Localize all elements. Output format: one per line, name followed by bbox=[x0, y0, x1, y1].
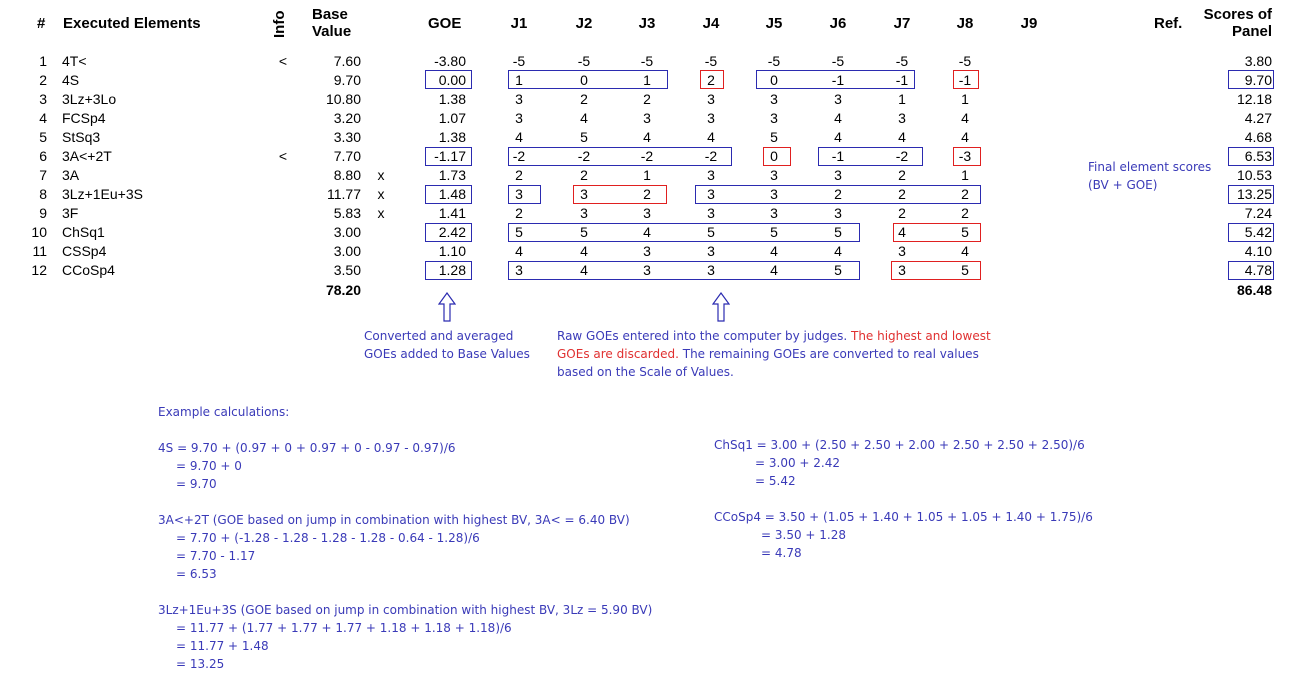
judge-score: 1 bbox=[643, 72, 651, 88]
judge-score: 5 bbox=[515, 224, 523, 240]
note-raw-text: The remaining GOEs are converted to real values bbox=[678, 347, 979, 361]
header-base-line1: Base bbox=[312, 6, 348, 23]
example-3a-line2: = 7.70 + (-1.28 - 1.28 - 1.28 - 1.28 - 0.64 - 1.28)/6 bbox=[176, 531, 480, 545]
bonus-flag: x bbox=[377, 205, 385, 221]
goe-value: 1.38 bbox=[438, 129, 466, 145]
total-base-value: 78.20 bbox=[325, 282, 361, 298]
header-scores-line1: Scores of bbox=[1203, 6, 1272, 23]
up-arrow-icon bbox=[712, 292, 730, 322]
base-value: 7.60 bbox=[333, 53, 361, 69]
header-goe: GOE bbox=[428, 15, 462, 32]
judge-score: 3 bbox=[898, 243, 906, 259]
header-judge-4: J4 bbox=[702, 15, 720, 32]
base-value: 3.00 bbox=[333, 243, 361, 259]
note-raw-line3: based on the Scale of Values. bbox=[557, 365, 734, 379]
row-number: 4 bbox=[39, 110, 47, 126]
judge-score: 4 bbox=[961, 110, 969, 126]
judge-score: -5 bbox=[767, 53, 781, 69]
bonus-flag: x bbox=[377, 167, 385, 183]
judge-score: 5 bbox=[834, 262, 842, 278]
judge-score: 3 bbox=[834, 91, 842, 107]
header-judge-5: J5 bbox=[765, 15, 783, 32]
judge-score: 5 bbox=[834, 224, 842, 240]
element-name: StSq3 bbox=[62, 129, 101, 145]
judge-score: 3 bbox=[898, 110, 906, 126]
judge-score: 3 bbox=[515, 262, 523, 278]
example-3lz-line3: = 11.77 + 1.48 bbox=[176, 639, 269, 653]
row-number: 8 bbox=[39, 186, 47, 202]
judge-score: 2 bbox=[898, 205, 906, 221]
example-ccosp-line2: = 3.50 + 1.28 bbox=[761, 528, 846, 542]
judge-score: 3 bbox=[580, 186, 588, 202]
panel-score: 10.53 bbox=[1236, 167, 1272, 183]
goe-value: 2.42 bbox=[438, 224, 466, 240]
goe-value: 1.28 bbox=[438, 262, 466, 278]
judge-score: 4 bbox=[834, 129, 842, 145]
judge-score: 4 bbox=[580, 262, 588, 278]
judge-score: 1 bbox=[961, 167, 969, 183]
bonus-flag: x bbox=[377, 186, 385, 202]
judge-score: 0 bbox=[770, 72, 778, 88]
example-chsq-line3: = 5.42 bbox=[755, 474, 796, 488]
judge-score: -1 bbox=[895, 72, 909, 88]
element-name: 3Lz+3Lo bbox=[62, 91, 117, 107]
panel-score: 13.25 bbox=[1236, 186, 1272, 202]
judge-score: -1 bbox=[958, 72, 972, 88]
header-judge-2: J2 bbox=[575, 15, 593, 32]
panel-score: 7.24 bbox=[1244, 205, 1272, 221]
judge-score: 3 bbox=[770, 110, 778, 126]
note-final-line1: Final element scores bbox=[1088, 160, 1212, 174]
judge-score: 3 bbox=[580, 205, 588, 221]
judge-score: 3 bbox=[643, 262, 651, 278]
panel-score: 4.68 bbox=[1244, 129, 1272, 145]
goe-value: -3.80 bbox=[434, 53, 466, 69]
goe-value: 0.00 bbox=[438, 72, 466, 88]
row-number: 6 bbox=[39, 148, 47, 164]
judge-score: 5 bbox=[961, 224, 969, 240]
row-number: 11 bbox=[32, 243, 47, 259]
judge-score: 0 bbox=[770, 148, 778, 164]
judge-score: 2 bbox=[515, 205, 523, 221]
row-number: 9 bbox=[39, 205, 47, 221]
judge-score: -3 bbox=[958, 148, 972, 164]
header-judge-7: J7 bbox=[893, 15, 911, 32]
up-arrow-icon bbox=[438, 292, 456, 322]
element-name: 3A<+2T bbox=[62, 148, 112, 164]
judge-score: 0 bbox=[580, 72, 588, 88]
example-3a-line3: = 7.70 - 1.17 bbox=[176, 549, 256, 563]
panel-score: 9.70 bbox=[1244, 72, 1272, 88]
judge-score: 4 bbox=[770, 243, 778, 259]
judge-score: 3 bbox=[707, 91, 715, 107]
judge-score: -2 bbox=[577, 148, 591, 164]
judge-score: 3 bbox=[770, 91, 778, 107]
panel-score: 6.53 bbox=[1244, 148, 1272, 164]
judge-score: 3 bbox=[707, 205, 715, 221]
header-scores-line2: Panel bbox=[1231, 23, 1272, 40]
goe-value: -1.17 bbox=[434, 148, 466, 164]
row-number: 1 bbox=[39, 53, 47, 69]
example-ccosp-line3: = 4.78 bbox=[761, 546, 802, 560]
judge-score: -2 bbox=[512, 148, 526, 164]
judge-score: 4 bbox=[961, 129, 969, 145]
header-judge-1: J1 bbox=[510, 15, 528, 32]
element-name: CSSp4 bbox=[62, 243, 107, 259]
base-value: 3.00 bbox=[333, 224, 361, 240]
judge-score: 3 bbox=[707, 186, 715, 202]
header-base-line2: Value bbox=[312, 23, 352, 40]
judge-score: 3 bbox=[515, 186, 523, 202]
judge-score: 4 bbox=[898, 224, 906, 240]
judge-score: 1 bbox=[898, 91, 906, 107]
header-ref: Ref. bbox=[1154, 15, 1183, 32]
judge-score: 3 bbox=[770, 186, 778, 202]
panel-score: 4.27 bbox=[1244, 110, 1272, 126]
goe-value: 1.38 bbox=[438, 91, 466, 107]
element-name: 4T< bbox=[62, 53, 87, 69]
example-3a-line1: 3A<+2T (GOE based on jump in combination with highest BV, 3A< = 6.40 BV) bbox=[158, 513, 630, 527]
row-number: 12 bbox=[31, 262, 47, 278]
judge-score: 2 bbox=[643, 186, 651, 202]
judge-score: -1 bbox=[831, 148, 845, 164]
judge-score: 2 bbox=[580, 167, 588, 183]
example-4s-line1: 4S = 9.70 + (0.97 + 0 + 0.97 + 0 - 0.97 - 0.97)/6 bbox=[158, 441, 456, 455]
element-name: 3A bbox=[62, 167, 80, 183]
row-number: 7 bbox=[39, 167, 47, 183]
judge-score: -5 bbox=[512, 53, 526, 69]
note-raw-red: The highest and lowest bbox=[847, 329, 991, 343]
header-judge-9: J9 bbox=[1020, 15, 1038, 32]
judge-score: 1 bbox=[643, 167, 651, 183]
panel-score: 3.80 bbox=[1244, 53, 1272, 69]
goe-value: 1.73 bbox=[438, 167, 466, 183]
examples-heading: Example calculations: bbox=[158, 405, 290, 419]
judge-score: 3 bbox=[707, 110, 715, 126]
judge-score: 5 bbox=[770, 129, 778, 145]
row-number: 3 bbox=[39, 91, 47, 107]
example-4s-line2: = 9.70 + 0 bbox=[176, 459, 242, 473]
judge-score: 3 bbox=[770, 167, 778, 183]
judge-score: 3 bbox=[515, 91, 523, 107]
note-raw-text: Raw GOEs entered into the computer by judges. bbox=[557, 329, 848, 343]
element-name: 3F bbox=[62, 205, 79, 221]
judge-score: 1 bbox=[515, 72, 523, 88]
base-value: 3.20 bbox=[333, 110, 361, 126]
judge-score: 4 bbox=[834, 243, 842, 259]
panel-score: 5.42 bbox=[1244, 224, 1272, 240]
judge-score: 4 bbox=[580, 243, 588, 259]
note-raw-line2 bbox=[557, 345, 979, 363]
example-3lz-line4: = 13.25 bbox=[176, 657, 225, 671]
element-name: CCoSp4 bbox=[62, 262, 115, 278]
base-value: 8.80 bbox=[333, 167, 361, 183]
judge-score: 5 bbox=[580, 224, 588, 240]
element-name: FCSp4 bbox=[62, 110, 106, 126]
judge-score: 2 bbox=[898, 167, 906, 183]
header-judge-6: J6 bbox=[829, 15, 847, 32]
judge-score: 3 bbox=[515, 110, 523, 126]
judge-score: 5 bbox=[770, 224, 778, 240]
note-raw-red: GOEs are discarded. bbox=[557, 347, 679, 361]
header-judge-3: J3 bbox=[638, 15, 656, 32]
goe-value: 1.48 bbox=[438, 186, 466, 202]
judge-score: 4 bbox=[707, 129, 715, 145]
judge-score: 4 bbox=[580, 110, 588, 126]
base-value: 3.50 bbox=[333, 262, 361, 278]
judge-score: 1 bbox=[961, 91, 969, 107]
judge-score: 2 bbox=[961, 205, 969, 221]
judge-score: 3 bbox=[707, 167, 715, 183]
goe-value: 1.07 bbox=[438, 110, 466, 126]
judge-score: 4 bbox=[643, 224, 651, 240]
element-name: ChSq1 bbox=[62, 224, 105, 240]
judge-score: 3 bbox=[770, 205, 778, 221]
judge-score: 2 bbox=[961, 186, 969, 202]
example-chsq-line2: = 3.00 + 2.42 bbox=[755, 456, 840, 470]
judge-score: 4 bbox=[515, 129, 523, 145]
judge-score: 5 bbox=[580, 129, 588, 145]
judge-score: 3 bbox=[643, 243, 651, 259]
judge-score: 3 bbox=[834, 167, 842, 183]
judge-score: 3 bbox=[707, 262, 715, 278]
info-flag: < bbox=[278, 148, 288, 164]
header-num: # bbox=[37, 15, 46, 32]
row-number: 5 bbox=[39, 129, 47, 145]
example-3lz-line1: 3Lz+1Eu+3S (GOE based on jump in combination with highest BV, 3Lz = 5.90 BV) bbox=[158, 603, 653, 617]
base-value: 10.80 bbox=[325, 91, 361, 107]
element-name: 4S bbox=[62, 72, 80, 88]
judge-score: 4 bbox=[961, 243, 969, 259]
judge-score: 2 bbox=[580, 91, 588, 107]
judge-score: 2 bbox=[643, 91, 651, 107]
judge-score: 5 bbox=[707, 224, 715, 240]
judge-score: 3 bbox=[707, 243, 715, 259]
example-ccosp-line1: CCoSp4 = 3.50 + (1.05 + 1.40 + 1.05 + 1.05 + 1.40 + 1.75)/6 bbox=[714, 510, 1093, 524]
base-value: 11.77 bbox=[327, 186, 361, 202]
row-number: 10 bbox=[31, 224, 47, 240]
judge-score: 2 bbox=[707, 72, 715, 88]
base-value: 9.70 bbox=[333, 72, 361, 88]
judge-score: 2 bbox=[898, 186, 906, 202]
judge-score: 3 bbox=[643, 110, 651, 126]
example-4s-line3: = 9.70 bbox=[176, 477, 217, 491]
judge-score: 3 bbox=[643, 205, 651, 221]
base-value: 7.70 bbox=[333, 148, 361, 164]
total-score: 86.48 bbox=[1236, 282, 1272, 298]
panel-score: 4.10 bbox=[1244, 243, 1272, 259]
judge-score: -2 bbox=[640, 148, 654, 164]
judge-score: -5 bbox=[704, 53, 718, 69]
note-converted-line2: GOEs added to Base Values bbox=[364, 347, 530, 361]
judge-score: 5 bbox=[961, 262, 969, 278]
judge-score: -5 bbox=[831, 53, 845, 69]
goe-value: 1.10 bbox=[438, 243, 466, 259]
judge-score: -2 bbox=[704, 148, 718, 164]
judge-score: 4 bbox=[898, 129, 906, 145]
judge-score: 2 bbox=[834, 186, 842, 202]
judge-score: 4 bbox=[515, 243, 523, 259]
example-3lz-line2: = 11.77 + (1.77 + 1.77 + 1.77 + 1.18 + 1.18 + 1.18)/6 bbox=[176, 621, 512, 635]
judge-score: -5 bbox=[577, 53, 591, 69]
panel-score: 4.78 bbox=[1244, 262, 1272, 278]
element-name: 3Lz+1Eu+3S bbox=[62, 186, 143, 202]
example-chsq-line1: ChSq1 = 3.00 + (2.50 + 2.50 + 2.00 + 2.50 + 2.50 + 2.50)/6 bbox=[714, 438, 1085, 452]
base-value: 3.30 bbox=[333, 129, 361, 145]
judge-score: -5 bbox=[640, 53, 654, 69]
note-converted-line1: Converted and averaged bbox=[364, 329, 514, 343]
note-final-line2: (BV + GOE) bbox=[1088, 178, 1158, 192]
judge-score: 3 bbox=[834, 205, 842, 221]
judge-score: -5 bbox=[958, 53, 972, 69]
goe-value: 1.41 bbox=[438, 205, 466, 221]
judge-score: 4 bbox=[643, 129, 651, 145]
header-info: Info bbox=[271, 10, 288, 38]
judge-score: -2 bbox=[895, 148, 909, 164]
header-judge-8: J8 bbox=[956, 15, 974, 32]
judge-score: 3 bbox=[898, 262, 906, 278]
example-3a-line4: = 6.53 bbox=[176, 567, 217, 581]
judge-score: -1 bbox=[831, 72, 845, 88]
judge-score: -5 bbox=[895, 53, 909, 69]
judge-score: 4 bbox=[834, 110, 842, 126]
base-value: 5.83 bbox=[333, 205, 361, 221]
panel-score: 12.18 bbox=[1236, 91, 1272, 107]
judge-score: 2 bbox=[515, 167, 523, 183]
note-raw-line1 bbox=[557, 327, 991, 345]
info-flag: < bbox=[278, 53, 288, 69]
row-number: 2 bbox=[39, 72, 47, 88]
header-executed-elements: Executed Elements bbox=[63, 15, 201, 32]
judge-score: 4 bbox=[770, 262, 778, 278]
